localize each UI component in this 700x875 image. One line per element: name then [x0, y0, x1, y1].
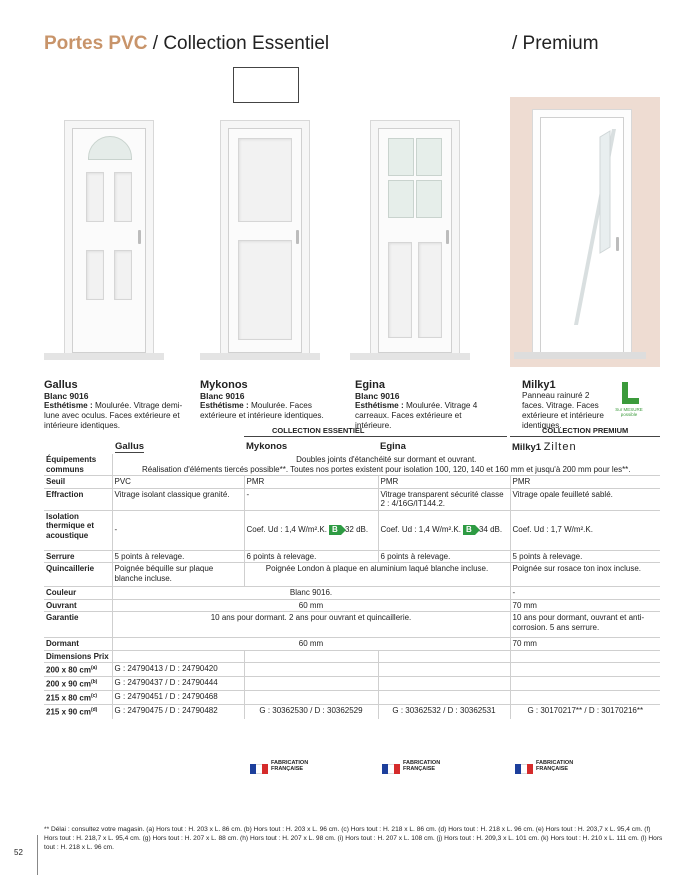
ref-cell: G : 24790437 / D : 24790444	[112, 677, 244, 691]
energy-class-badge: B	[329, 525, 341, 535]
row-ouvrant	[44, 599, 660, 612]
row-dormant	[44, 638, 660, 651]
cell: Vitrage transparent sécurité classe 2 : 4/16G/IT144.2.	[378, 488, 510, 510]
cell: 5 points à relevage.	[112, 550, 244, 563]
ref-cell: G : 30362530 / D : 30362529	[244, 705, 378, 719]
french-flag-icon	[515, 761, 533, 771]
cell: 6 points à relevage.	[244, 550, 378, 563]
row-isolation	[44, 510, 660, 550]
row-label: Effraction	[44, 488, 112, 510]
row-size	[44, 691, 660, 705]
door-image-mykonos	[200, 110, 325, 360]
door-image-egina	[350, 110, 475, 360]
door-info-mykonos	[200, 379, 340, 421]
cell: 6 points à relevage.	[378, 550, 510, 563]
cell: 60 mm	[112, 599, 510, 612]
cell: -	[244, 488, 378, 510]
zilten-brand: Zilten	[543, 441, 577, 453]
milky-glass-strip	[572, 127, 616, 327]
cell: -	[112, 510, 244, 550]
door-info-gallus	[44, 379, 184, 431]
energy-class-badge: B	[463, 525, 475, 535]
cell: PMR	[510, 476, 660, 489]
size-label: 215 x 90 $cm^{(d)}$	[46, 707, 98, 718]
page-number: 52	[14, 848, 23, 857]
door-name: Mykonos	[200, 379, 248, 391]
french-flag-icon	[382, 761, 400, 771]
page-title	[44, 33, 329, 55]
row-serrure	[44, 550, 660, 563]
sur-mesure-text: Sur MESURE possible	[615, 407, 643, 417]
cell: Blanc 9016.	[112, 587, 510, 600]
door-description: Panneau rainuré 2 faces. Vitrage. Faces extérieure et intérieure identiques.	[522, 391, 604, 430]
door-image-milky1	[510, 97, 660, 367]
footnote: ** Délai : consultez votre magasin. (a) Hors tout : H. 203 x L. 86 cm. (b) Hors tout : H. 203 x L. 96 cm. (c) Hors tout : H. 218 x L. 86 cm. (d) Hors tout : H. 218 x L. 96 cm. (e) Hors tout : H. 203,7 x L. 95,4 cm. (f) Hors tout : H. 218,7 x L. 95,4 cm. (g) Hors tout : H. 207 x L. 88 cm. (h) Hors tout : H. 207 x L. 98 cm. (i) Hors tout : H. 207 x L. 108 cm. (j) Hors tout : H. 209,3 x L. 101 cm. (k) Hors tout : H. 210 x L. 111 cm. (l) Hors tout : H. 218 x L. 96 cm.	[44, 826, 663, 851]
row-size	[44, 705, 660, 719]
size-label: 200 x 80 $cm^{(a)}$	[44, 663, 112, 677]
row-seuil	[44, 476, 660, 489]
col-egina: Egina	[380, 441, 406, 452]
collection-premium-header: COLLECTION PREMIUM	[542, 426, 629, 435]
col-gallus: Gallus	[115, 441, 145, 452]
essentiel-rule	[244, 436, 507, 437]
col-mykonos: Mykonos	[246, 441, 288, 452]
door-info-egina	[355, 379, 495, 431]
row-label: Dormant	[44, 638, 112, 651]
title-collection: / Collection Essentiel	[147, 33, 330, 54]
cell: Poignée London à plaque en aluminium laqué blanche incluse.	[244, 563, 510, 587]
fabrication-francaise-mark: FABRICATION FRANÇAISE	[382, 757, 443, 775]
row-garantie	[44, 612, 660, 638]
row-label: Couleur	[44, 587, 112, 600]
ref-cell: G : 30362532 / D : 30362531	[378, 705, 510, 719]
cell: 60 mm	[112, 638, 510, 651]
ref-cell: G : 30170217** / D : 30170216**	[510, 705, 660, 719]
cell: -	[510, 587, 660, 600]
fabrication-francaise-mark: FABRICATION FRANÇAISE	[250, 757, 311, 775]
door-color: Blanc 9016	[44, 391, 89, 401]
cell: Coef. Ud : 1,4 W/m².K. B 32 dB.	[244, 510, 378, 550]
cell: Coef. Ud : 1,7 W/m².K.	[510, 510, 660, 550]
title-brand: Portes PVC	[44, 33, 148, 54]
door-color: Blanc 9016	[200, 391, 245, 401]
ref-cell: G : 24790451 / D : 24790468	[112, 691, 244, 705]
cell: Coef. Ud : 1,4 W/m².K. B 34 dB.	[378, 510, 510, 550]
row-effraction	[44, 488, 660, 510]
sur-mesure-logo	[619, 381, 641, 405]
door-description: Esthétisme : Moulurée. Vitrage demi-lune avec oculus. Faces extérieure et intérieure identiques.	[44, 401, 183, 430]
ref-cell: G : 24790413 / D : 24790420	[112, 663, 244, 677]
page-divider	[37, 835, 38, 875]
row-label: Ouvrant	[44, 599, 112, 612]
row-label: Garantie	[44, 612, 112, 638]
cell: 70 mm	[510, 599, 660, 612]
row-label: Seuil	[44, 476, 112, 489]
cell: 5 points à relevage.	[510, 550, 660, 563]
row-label: Isolation thermique et acoustique	[44, 510, 112, 550]
door-description: Esthétisme : Moulurée. Faces extérieure et intérieure identiques.	[200, 401, 324, 420]
cell: 10 ans pour dormant. 2 ans pour ouvrant et quincaillerie.	[112, 612, 510, 638]
row-label: Serrure	[44, 550, 112, 563]
door-name: Gallus	[44, 379, 78, 391]
cell: 10 ans pour dormant, ouvrant et anti-corrosion. 5 ans serrure.	[510, 612, 660, 638]
door-name: Egina	[355, 379, 385, 391]
row-label: Quincaillerie	[44, 563, 112, 587]
row-quincaillerie	[44, 563, 660, 587]
row-couleur	[44, 587, 660, 600]
equipements-value: Doubles joints d'étanchéité sur dormant et ouvrant. Réalisation d'éléments tiercés possible**. Toutes nos portes existent pour isolation 100, 120, 140 et 160 mm et jusqu'à 200 mm pour les**.	[112, 454, 660, 476]
fabrication-francaise-mark: FABRICATION FRANÇAISE	[515, 757, 576, 775]
collection-essentiel-header: COLLECTION ESSENTIEL	[272, 426, 365, 435]
title-premium: / Premium	[512, 33, 599, 54]
col-milky1: Milky1 Zilten	[512, 441, 577, 453]
row-size	[44, 663, 660, 677]
size-label: 215 x 80 $cm^{(c)}$	[44, 691, 112, 705]
cell: PMR	[378, 476, 510, 489]
spec-table	[44, 454, 660, 719]
door-image-gallus	[44, 110, 169, 360]
row-prix-header	[44, 650, 660, 663]
french-flag-icon	[250, 761, 268, 771]
row-label: Équipements communs	[44, 454, 112, 476]
cell: 70 mm	[510, 638, 660, 651]
door-info-milky1	[522, 379, 612, 431]
cell: Poignée béquille sur plaque blanche incluse.	[112, 563, 244, 587]
cell: PMR	[244, 476, 378, 489]
ref-cell: G : 24790475 / D : 24790482	[112, 705, 244, 719]
cell: Poignée sur rosace ton inox incluse.	[510, 563, 660, 587]
door-name: Milky1	[522, 379, 556, 391]
door-description: Esthétisme : Moulurée. Vitrage 4 carreaux. Faces extérieure et intérieure.	[355, 401, 478, 430]
cell: Vitrage opale feuilleté sablé.	[510, 488, 660, 510]
size-label: 200 x 90 $cm^{(b)}$	[44, 677, 112, 691]
door-color: Blanc 9016	[355, 391, 400, 401]
cell: Vitrage isolant classique granité.	[112, 488, 244, 510]
empty-label-box	[233, 67, 299, 103]
row-label: Dimensions Prix	[44, 650, 112, 663]
row-size	[44, 677, 660, 691]
row-equipements	[44, 454, 660, 476]
premium-rule	[510, 436, 660, 437]
cell: PVC	[112, 476, 244, 489]
